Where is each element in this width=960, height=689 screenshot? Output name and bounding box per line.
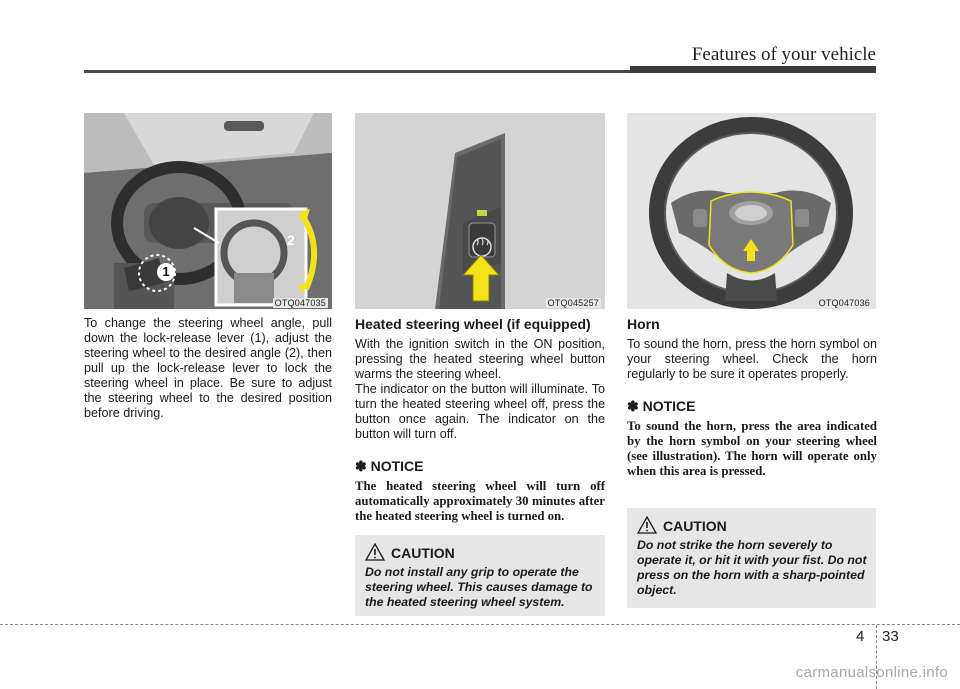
heated-caution-box bbox=[355, 535, 605, 616]
horn-heading: Horn bbox=[627, 316, 660, 332]
watermark: carmanualsonline.info bbox=[795, 664, 948, 681]
horn-wheel-illustration bbox=[627, 113, 876, 309]
heated-button-illustration bbox=[355, 113, 605, 309]
header-rule-accent bbox=[630, 66, 876, 73]
horn-section bbox=[627, 316, 877, 479]
figure-steering-tilt bbox=[84, 113, 332, 309]
figure-code: OTQ047036 bbox=[818, 298, 870, 308]
horn-caution-box bbox=[627, 508, 876, 608]
horn-text: To sound the horn, press the horn symbol on your steering wheel. Check the horn regularly to be sure it operates properly. bbox=[627, 337, 877, 381]
warning-triangle-icon bbox=[637, 516, 657, 534]
caution-title: CAUTION bbox=[391, 545, 455, 561]
heated-wheel-text-1: With the ignition switch in the ON position, pressing the heated steering wheel button warms the steering wheel. bbox=[355, 337, 605, 381]
figure-heated-button bbox=[355, 113, 605, 309]
heated-notice-text: The heated steering wheel will turn off automatically approximately 30 minutes after the heated steering wheel is turned on. bbox=[355, 479, 605, 523]
heated-wheel-section bbox=[355, 316, 605, 524]
steering-tilt-text: To change the steering wheel angle, pull down the lock-release lever (1), adjust the steering wheel to the desired angle (2), then pull up the lock-release lever to lock the steering wheel in place. Be sure to adjust the steering wheel to the desired position before driving. bbox=[84, 316, 332, 420]
figure-code: OTQ047035 bbox=[274, 298, 326, 308]
horn-notice-text: To sound the horn, press the area indicated by the horn symbol on your steering wheel (see illustration). The horn will operate only when this area is pressed. bbox=[627, 419, 877, 478]
caution-text: Do not install any grip to operate the steering wheel. This causes damage to the heated steering wheel system. bbox=[365, 565, 593, 609]
callout-1: 1 bbox=[157, 263, 175, 281]
figure-code: OTQ045257 bbox=[547, 298, 599, 308]
heated-wheel-text-2: The indicator on the button will illuminate. To turn the heated steering wheel off, press the button once again. The indicator on the button will turn off. bbox=[355, 382, 605, 441]
caution-text: Do not strike the horn severely to operate it, or hit it with your fist. Do not press on the horn with a sharp-pointed object. bbox=[637, 538, 867, 597]
section-title: Features of your vehicle bbox=[691, 44, 876, 65]
horn-notice-heading: ✽ NOTICE bbox=[627, 398, 696, 414]
warning-triangle-icon bbox=[365, 543, 385, 561]
caution-title: CAUTION bbox=[663, 518, 727, 534]
steering-tilt-section bbox=[84, 316, 332, 421]
heated-wheel-heading: Heated steering wheel (if equipped) bbox=[355, 316, 591, 332]
footer-rule bbox=[0, 624, 960, 625]
page-number: 33 bbox=[882, 628, 899, 645]
steering-tilt-illustration bbox=[84, 113, 332, 309]
figure-horn bbox=[627, 113, 876, 309]
heated-notice-heading: ✽ NOTICE bbox=[355, 458, 424, 474]
callout-2: 2 bbox=[287, 232, 295, 248]
chapter-number: 4 bbox=[856, 628, 865, 645]
